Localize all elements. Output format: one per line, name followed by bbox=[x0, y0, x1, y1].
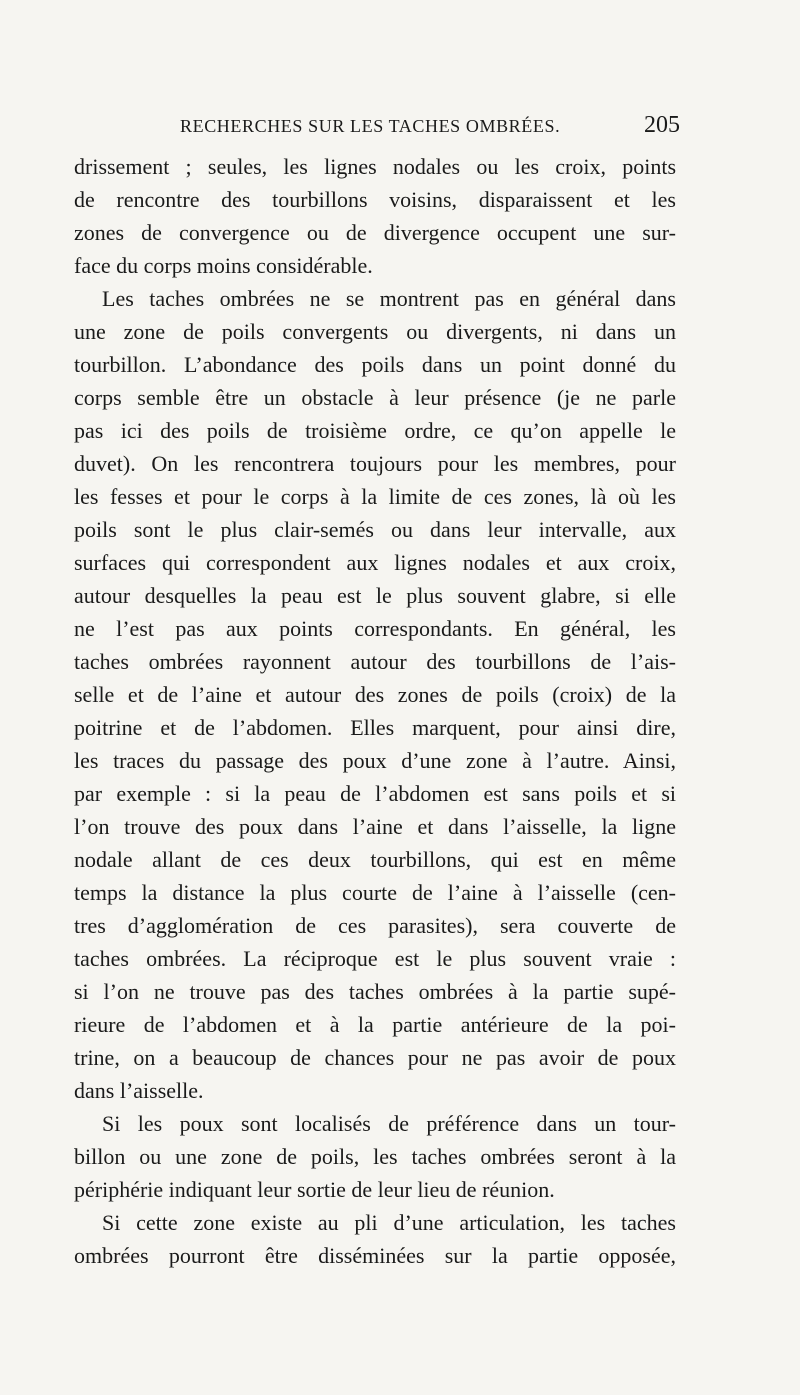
text-line: nodale allant de ces deux tourbillons, qui est en même bbox=[74, 847, 676, 872]
text-line: corps semble être un obstacle à leur présence (je ne parle bbox=[74, 385, 676, 410]
text-line: l’on trouve des poux dans l’aine et dans l’aisselle, la ligne bbox=[74, 814, 676, 839]
text-line: Les taches ombrées ne se montrent pas en général dans bbox=[102, 286, 676, 311]
text-line: temps la distance la plus courte de l’aine à l’aisselle (cen- bbox=[74, 880, 676, 905]
text-line: duvet). On les rencontrera toujours pour les membres, pour bbox=[74, 451, 676, 476]
text-line: rieure de l’abdomen et à la partie antérieure de la poi- bbox=[74, 1012, 676, 1037]
text-line: si l’on ne trouve pas des taches ombrées à la partie supé- bbox=[74, 979, 676, 1004]
running-title: RECHERCHES SUR LES TACHES OMBRÉES. bbox=[180, 116, 561, 136]
text-line: face du corps moins considérable. bbox=[74, 253, 373, 278]
text-line: selle et de l’aine et autour des zones de poils (croix) de la bbox=[74, 682, 676, 707]
text-line: billon ou une zone de poils, les taches ombrées seront à la bbox=[74, 1144, 676, 1169]
text-line: pas ici des poils de troisième ordre, ce qu’on appelle le bbox=[74, 418, 676, 443]
body-text bbox=[74, 150, 676, 1272]
page-number: 205 bbox=[644, 112, 680, 138]
text-line: surfaces qui correspondent aux lignes nodales et aux croix, bbox=[74, 550, 676, 575]
text-line: autour desquelles la peau est le plus souvent glabre, si elle bbox=[74, 583, 676, 608]
text-line: drissement ; seules, les lignes nodales ou les croix, points bbox=[74, 154, 676, 179]
text-line: les fesses et pour le corps à la limite de ces zones, là où les bbox=[74, 484, 676, 509]
text-line: tres d’agglomération de ces parasites), sera couverte de bbox=[74, 913, 676, 938]
text-line: trine, on a beaucoup de chances pour ne pas avoir de poux bbox=[74, 1045, 676, 1070]
text-line: une zone de poils convergents ou divergents, ni dans un bbox=[74, 319, 676, 344]
text-line: Si les poux sont localisés de préférence dans un tour- bbox=[102, 1111, 676, 1136]
running-head bbox=[180, 112, 680, 142]
text-line: dans l’aisselle. bbox=[74, 1078, 204, 1103]
text-line: taches ombrées rayonnent autour des tourbillons de l’ais- bbox=[74, 649, 676, 674]
text-line: ombrées pourront être disséminées sur la partie opposée, bbox=[74, 1243, 676, 1268]
text-line: de rencontre des tourbillons voisins, disparaissent et les bbox=[74, 187, 676, 212]
text-line: zones de convergence ou de divergence occupent une sur- bbox=[74, 220, 676, 245]
text-line: ne l’est pas aux points correspondants. En général, les bbox=[74, 616, 676, 641]
text-line: les traces du passage des poux d’une zone à l’autre. Ainsi, bbox=[74, 748, 676, 773]
text-line: périphérie indiquant leur sortie de leur lieu de réunion. bbox=[74, 1177, 555, 1202]
text-line: poils sont le plus clair-semés ou dans leur intervalle, aux bbox=[74, 517, 676, 542]
text-line: taches ombrées. La réciproque est le plus souvent vraie : bbox=[74, 946, 676, 971]
text-line: par exemple : si la peau de l’abdomen est sans poils et si bbox=[74, 781, 676, 806]
text-line: tourbillon. L’abondance des poils dans un point donné du bbox=[74, 352, 676, 377]
text-line: poitrine et de l’abdomen. Elles marquent, pour ainsi dire, bbox=[74, 715, 676, 740]
text-line: Si cette zone existe au pli d’une articulation, les taches bbox=[102, 1210, 676, 1235]
